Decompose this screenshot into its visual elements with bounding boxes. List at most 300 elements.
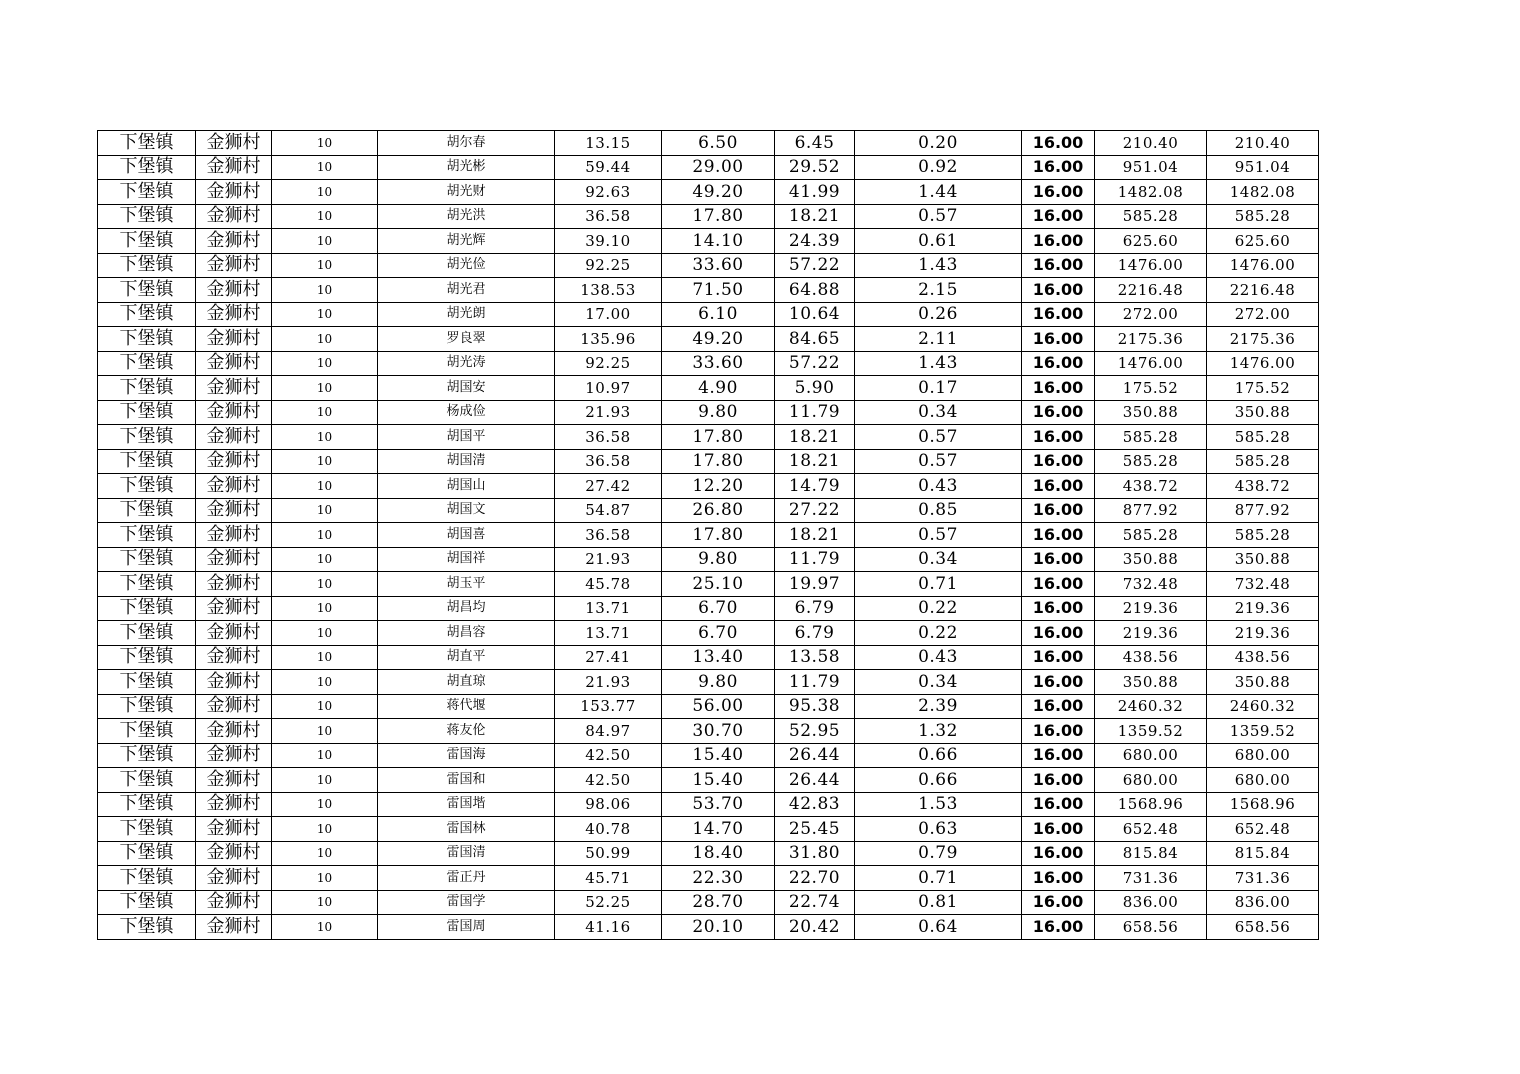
amount-paid-cell: 732.48 <box>1207 572 1319 597</box>
table-row <box>98 890 1319 915</box>
area-b-cell: 14.79 <box>775 474 855 499</box>
amount-paid-cell: 585.28 <box>1207 523 1319 548</box>
area-b-cell: 18.21 <box>775 523 855 548</box>
unit-price-cell: 16.00 <box>1022 523 1095 548</box>
area-total-cell: 135.96 <box>555 327 662 352</box>
table-row <box>98 523 1319 548</box>
area-b-cell: 18.21 <box>775 425 855 450</box>
group-cell: 10 <box>272 596 378 621</box>
amount-cell: 585.28 <box>1095 449 1207 474</box>
table-row <box>98 572 1319 597</box>
name-cell: 胡国清 <box>378 449 555 474</box>
area-a-cell: 56.00 <box>662 694 775 719</box>
unit-price-cell: 16.00 <box>1022 645 1095 670</box>
unit-price-cell: 16.00 <box>1022 253 1095 278</box>
group-cell: 10 <box>272 866 378 891</box>
area-b-cell: 52.95 <box>775 719 855 744</box>
town-cell: 下堡镇 <box>98 792 196 817</box>
unit-price-cell: 16.00 <box>1022 621 1095 646</box>
amount-paid-cell: 2460.32 <box>1207 694 1319 719</box>
unit-price-cell: 16.00 <box>1022 400 1095 425</box>
area-total-cell: 21.93 <box>555 670 662 695</box>
group-cell: 10 <box>272 890 378 915</box>
amount-cell: 350.88 <box>1095 670 1207 695</box>
village-cell: 金狮村 <box>196 523 272 548</box>
area-b-cell: 57.22 <box>775 351 855 376</box>
town-cell: 下堡镇 <box>98 596 196 621</box>
area-b-cell: 95.38 <box>775 694 855 719</box>
table-row <box>98 841 1319 866</box>
amount-paid-cell: 585.28 <box>1207 425 1319 450</box>
area-c-cell: 0.22 <box>855 621 1022 646</box>
group-cell: 10 <box>272 523 378 548</box>
village-cell: 金狮村 <box>196 498 272 523</box>
name-cell: 胡国平 <box>378 425 555 450</box>
group-cell: 10 <box>272 425 378 450</box>
area-c-cell: 0.57 <box>855 204 1022 229</box>
amount-paid-cell: 219.36 <box>1207 596 1319 621</box>
amount-cell: 680.00 <box>1095 743 1207 768</box>
area-b-cell: 22.70 <box>775 866 855 891</box>
area-total-cell: 54.87 <box>555 498 662 523</box>
area-c-cell: 0.66 <box>855 768 1022 793</box>
village-cell: 金狮村 <box>196 425 272 450</box>
area-a-cell: 15.40 <box>662 768 775 793</box>
name-cell: 胡直平 <box>378 645 555 670</box>
table-row <box>98 670 1319 695</box>
village-cell: 金狮村 <box>196 278 272 303</box>
area-c-cell: 1.32 <box>855 719 1022 744</box>
area-b-cell: 42.83 <box>775 792 855 817</box>
amount-cell: 836.00 <box>1095 890 1207 915</box>
area-c-cell: 0.34 <box>855 547 1022 572</box>
unit-price-cell: 16.00 <box>1022 694 1095 719</box>
area-total-cell: 36.58 <box>555 523 662 548</box>
amount-cell: 2460.32 <box>1095 694 1207 719</box>
amount-paid-cell: 815.84 <box>1207 841 1319 866</box>
area-c-cell: 0.79 <box>855 841 1022 866</box>
area-total-cell: 21.93 <box>555 547 662 572</box>
group-cell: 10 <box>272 327 378 352</box>
amount-paid-cell: 2175.36 <box>1207 327 1319 352</box>
amount-paid-cell: 680.00 <box>1207 743 1319 768</box>
area-total-cell: 98.06 <box>555 792 662 817</box>
area-c-cell: 0.57 <box>855 449 1022 474</box>
area-c-cell: 0.85 <box>855 498 1022 523</box>
area-a-cell: 14.70 <box>662 817 775 842</box>
village-cell: 金狮村 <box>196 866 272 891</box>
amount-paid-cell: 350.88 <box>1207 670 1319 695</box>
amount-cell: 219.36 <box>1095 596 1207 621</box>
area-c-cell: 2.15 <box>855 278 1022 303</box>
name-cell: 胡光辉 <box>378 229 555 254</box>
town-cell: 下堡镇 <box>98 719 196 744</box>
area-a-cell: 17.80 <box>662 204 775 229</box>
area-b-cell: 18.21 <box>775 449 855 474</box>
area-b-cell: 20.42 <box>775 915 855 940</box>
amount-paid-cell: 951.04 <box>1207 155 1319 180</box>
area-b-cell: 11.79 <box>775 400 855 425</box>
amount-cell: 1476.00 <box>1095 351 1207 376</box>
name-cell: 蒋友伦 <box>378 719 555 744</box>
area-c-cell: 0.20 <box>855 131 1022 156</box>
amount-cell: 210.40 <box>1095 131 1207 156</box>
amount-paid-cell: 272.00 <box>1207 302 1319 327</box>
table-row <box>98 596 1319 621</box>
unit-price-cell: 16.00 <box>1022 915 1095 940</box>
area-total-cell: 45.78 <box>555 572 662 597</box>
town-cell: 下堡镇 <box>98 768 196 793</box>
town-cell: 下堡镇 <box>98 155 196 180</box>
area-c-cell: 2.39 <box>855 694 1022 719</box>
area-total-cell: 52.25 <box>555 890 662 915</box>
area-a-cell: 12.20 <box>662 474 775 499</box>
area-b-cell: 26.44 <box>775 768 855 793</box>
amount-cell: 658.56 <box>1095 915 1207 940</box>
area-total-cell: 40.78 <box>555 817 662 842</box>
table-row <box>98 719 1319 744</box>
table-row <box>98 449 1319 474</box>
area-a-cell: 25.10 <box>662 572 775 597</box>
area-total-cell: 21.93 <box>555 400 662 425</box>
area-b-cell: 26.44 <box>775 743 855 768</box>
town-cell: 下堡镇 <box>98 743 196 768</box>
group-cell: 10 <box>272 351 378 376</box>
area-c-cell: 0.26 <box>855 302 1022 327</box>
group-cell: 10 <box>272 155 378 180</box>
amount-paid-cell: 625.60 <box>1207 229 1319 254</box>
village-cell: 金狮村 <box>196 719 272 744</box>
name-cell: 胡国文 <box>378 498 555 523</box>
area-c-cell: 0.34 <box>855 670 1022 695</box>
area-a-cell: 9.80 <box>662 547 775 572</box>
amount-paid-cell: 652.48 <box>1207 817 1319 842</box>
amount-paid-cell: 1359.52 <box>1207 719 1319 744</box>
name-cell: 罗良翠 <box>378 327 555 352</box>
unit-price-cell: 16.00 <box>1022 498 1095 523</box>
town-cell: 下堡镇 <box>98 694 196 719</box>
village-cell: 金狮村 <box>196 474 272 499</box>
village-cell: 金狮村 <box>196 327 272 352</box>
amount-cell: 1359.52 <box>1095 719 1207 744</box>
area-b-cell: 5.90 <box>775 376 855 401</box>
amount-cell: 2216.48 <box>1095 278 1207 303</box>
name-cell: 胡尔春 <box>378 131 555 156</box>
amount-cell: 350.88 <box>1095 547 1207 572</box>
area-a-cell: 13.40 <box>662 645 775 670</box>
village-cell: 金狮村 <box>196 694 272 719</box>
area-total-cell: 13.71 <box>555 621 662 646</box>
area-b-cell: 18.21 <box>775 204 855 229</box>
group-cell: 10 <box>272 278 378 303</box>
village-cell: 金狮村 <box>196 180 272 205</box>
area-total-cell: 27.42 <box>555 474 662 499</box>
amount-paid-cell: 585.28 <box>1207 204 1319 229</box>
village-cell: 金狮村 <box>196 596 272 621</box>
unit-price-cell: 16.00 <box>1022 792 1095 817</box>
town-cell: 下堡镇 <box>98 376 196 401</box>
area-a-cell: 17.80 <box>662 523 775 548</box>
area-c-cell: 0.64 <box>855 915 1022 940</box>
table-body <box>98 131 1319 940</box>
table-row <box>98 498 1319 523</box>
group-cell: 10 <box>272 131 378 156</box>
area-c-cell: 0.71 <box>855 866 1022 891</box>
table-row <box>98 327 1319 352</box>
area-c-cell: 0.63 <box>855 817 1022 842</box>
town-cell: 下堡镇 <box>98 645 196 670</box>
group-cell: 10 <box>272 204 378 229</box>
area-a-cell: 49.20 <box>662 327 775 352</box>
amount-cell: 350.88 <box>1095 400 1207 425</box>
name-cell: 胡光彬 <box>378 155 555 180</box>
area-b-cell: 22.74 <box>775 890 855 915</box>
amount-cell: 951.04 <box>1095 155 1207 180</box>
area-total-cell: 27.41 <box>555 645 662 670</box>
table-row <box>98 229 1319 254</box>
area-total-cell: 92.25 <box>555 253 662 278</box>
area-b-cell: 6.79 <box>775 596 855 621</box>
name-cell: 雷国林 <box>378 817 555 842</box>
amount-cell: 1482.08 <box>1095 180 1207 205</box>
group-cell: 10 <box>272 400 378 425</box>
amount-cell: 175.52 <box>1095 376 1207 401</box>
name-cell: 胡国祥 <box>378 547 555 572</box>
amount-cell: 732.48 <box>1095 572 1207 597</box>
table-row <box>98 351 1319 376</box>
area-c-cell: 0.17 <box>855 376 1022 401</box>
amount-cell: 585.28 <box>1095 204 1207 229</box>
amount-cell: 731.36 <box>1095 866 1207 891</box>
area-b-cell: 41.99 <box>775 180 855 205</box>
group-cell: 10 <box>272 302 378 327</box>
village-cell: 金狮村 <box>196 351 272 376</box>
area-total-cell: 84.97 <box>555 719 662 744</box>
group-cell: 10 <box>272 547 378 572</box>
area-b-cell: 57.22 <box>775 253 855 278</box>
name-cell: 杨成俭 <box>378 400 555 425</box>
name-cell: 胡光朗 <box>378 302 555 327</box>
town-cell: 下堡镇 <box>98 670 196 695</box>
group-cell: 10 <box>272 792 378 817</box>
amount-cell: 877.92 <box>1095 498 1207 523</box>
unit-price-cell: 16.00 <box>1022 180 1095 205</box>
amount-cell: 219.36 <box>1095 621 1207 646</box>
amount-cell: 625.60 <box>1095 229 1207 254</box>
area-a-cell: 14.10 <box>662 229 775 254</box>
table-row <box>98 204 1319 229</box>
group-cell: 10 <box>272 768 378 793</box>
unit-price-cell: 16.00 <box>1022 719 1095 744</box>
table-row <box>98 866 1319 891</box>
amount-cell: 2175.36 <box>1095 327 1207 352</box>
unit-price-cell: 16.00 <box>1022 327 1095 352</box>
area-a-cell: 17.80 <box>662 449 775 474</box>
area-a-cell: 33.60 <box>662 351 775 376</box>
village-cell: 金狮村 <box>196 915 272 940</box>
group-cell: 10 <box>272 719 378 744</box>
amount-paid-cell: 1482.08 <box>1207 180 1319 205</box>
unit-price-cell: 16.00 <box>1022 547 1095 572</box>
area-a-cell: 6.50 <box>662 131 775 156</box>
town-cell: 下堡镇 <box>98 890 196 915</box>
unit-price-cell: 16.00 <box>1022 866 1095 891</box>
unit-price-cell: 16.00 <box>1022 351 1095 376</box>
table-row <box>98 474 1319 499</box>
group-cell: 10 <box>272 817 378 842</box>
area-a-cell: 28.70 <box>662 890 775 915</box>
amount-paid-cell: 731.36 <box>1207 866 1319 891</box>
name-cell: 雷国周 <box>378 915 555 940</box>
area-total-cell: 45.71 <box>555 866 662 891</box>
area-c-cell: 2.11 <box>855 327 1022 352</box>
area-total-cell: 92.25 <box>555 351 662 376</box>
town-cell: 下堡镇 <box>98 841 196 866</box>
table-row <box>98 792 1319 817</box>
table-row <box>98 302 1319 327</box>
area-a-cell: 49.20 <box>662 180 775 205</box>
name-cell: 胡国喜 <box>378 523 555 548</box>
area-c-cell: 0.43 <box>855 645 1022 670</box>
table-row <box>98 768 1319 793</box>
village-cell: 金狮村 <box>196 743 272 768</box>
group-cell: 10 <box>272 670 378 695</box>
area-a-cell: 33.60 <box>662 253 775 278</box>
area-c-cell: 1.44 <box>855 180 1022 205</box>
area-total-cell: 42.50 <box>555 743 662 768</box>
group-cell: 10 <box>272 572 378 597</box>
group-cell: 10 <box>272 645 378 670</box>
area-a-cell: 71.50 <box>662 278 775 303</box>
group-cell: 10 <box>272 376 378 401</box>
unit-price-cell: 16.00 <box>1022 768 1095 793</box>
town-cell: 下堡镇 <box>98 866 196 891</box>
village-cell: 金狮村 <box>196 670 272 695</box>
name-cell: 雷国堦 <box>378 792 555 817</box>
area-c-cell: 1.43 <box>855 351 1022 376</box>
amount-cell: 1568.96 <box>1095 792 1207 817</box>
amount-cell: 585.28 <box>1095 523 1207 548</box>
area-total-cell: 41.16 <box>555 915 662 940</box>
area-b-cell: 10.64 <box>775 302 855 327</box>
area-total-cell: 153.77 <box>555 694 662 719</box>
village-cell: 金狮村 <box>196 131 272 156</box>
unit-price-cell: 16.00 <box>1022 572 1095 597</box>
area-c-cell: 0.61 <box>855 229 1022 254</box>
table-row <box>98 425 1319 450</box>
table-row <box>98 645 1319 670</box>
amount-cell: 652.48 <box>1095 817 1207 842</box>
town-cell: 下堡镇 <box>98 572 196 597</box>
table-row <box>98 621 1319 646</box>
amount-paid-cell: 2216.48 <box>1207 278 1319 303</box>
unit-price-cell: 16.00 <box>1022 670 1095 695</box>
area-a-cell: 26.80 <box>662 498 775 523</box>
town-cell: 下堡镇 <box>98 253 196 278</box>
area-b-cell: 24.39 <box>775 229 855 254</box>
data-table <box>97 130 1319 940</box>
village-cell: 金狮村 <box>196 376 272 401</box>
unit-price-cell: 16.00 <box>1022 302 1095 327</box>
table-row <box>98 743 1319 768</box>
amount-cell: 438.56 <box>1095 645 1207 670</box>
unit-price-cell: 16.00 <box>1022 841 1095 866</box>
town-cell: 下堡镇 <box>98 915 196 940</box>
name-cell: 雷国和 <box>378 768 555 793</box>
town-cell: 下堡镇 <box>98 204 196 229</box>
area-total-cell: 10.97 <box>555 376 662 401</box>
town-cell: 下堡镇 <box>98 621 196 646</box>
town-cell: 下堡镇 <box>98 474 196 499</box>
group-cell: 10 <box>272 229 378 254</box>
amount-paid-cell: 438.72 <box>1207 474 1319 499</box>
table-row <box>98 278 1319 303</box>
area-a-cell: 29.00 <box>662 155 775 180</box>
village-cell: 金狮村 <box>196 155 272 180</box>
area-a-cell: 15.40 <box>662 743 775 768</box>
name-cell: 雷国海 <box>378 743 555 768</box>
area-total-cell: 39.10 <box>555 229 662 254</box>
group-cell: 10 <box>272 474 378 499</box>
amount-paid-cell: 877.92 <box>1207 498 1319 523</box>
area-total-cell: 138.53 <box>555 278 662 303</box>
amount-paid-cell: 1568.96 <box>1207 792 1319 817</box>
area-a-cell: 9.80 <box>662 670 775 695</box>
area-b-cell: 27.22 <box>775 498 855 523</box>
amount-cell: 272.00 <box>1095 302 1207 327</box>
amount-paid-cell: 1476.00 <box>1207 351 1319 376</box>
unit-price-cell: 16.00 <box>1022 204 1095 229</box>
amount-paid-cell: 219.36 <box>1207 621 1319 646</box>
name-cell: 胡光财 <box>378 180 555 205</box>
area-c-cell: 0.71 <box>855 572 1022 597</box>
area-b-cell: 13.58 <box>775 645 855 670</box>
village-cell: 金狮村 <box>196 547 272 572</box>
table-row <box>98 817 1319 842</box>
town-cell: 下堡镇 <box>98 278 196 303</box>
amount-paid-cell: 350.88 <box>1207 547 1319 572</box>
town-cell: 下堡镇 <box>98 131 196 156</box>
amount-paid-cell: 658.56 <box>1207 915 1319 940</box>
group-cell: 10 <box>272 743 378 768</box>
area-a-cell: 18.40 <box>662 841 775 866</box>
group-cell: 10 <box>272 180 378 205</box>
amount-paid-cell: 175.52 <box>1207 376 1319 401</box>
area-b-cell: 6.79 <box>775 621 855 646</box>
amount-paid-cell: 1476.00 <box>1207 253 1319 278</box>
town-cell: 下堡镇 <box>98 180 196 205</box>
area-a-cell: 9.80 <box>662 400 775 425</box>
amount-cell: 1476.00 <box>1095 253 1207 278</box>
village-cell: 金狮村 <box>196 792 272 817</box>
area-a-cell: 17.80 <box>662 425 775 450</box>
table-row <box>98 376 1319 401</box>
area-c-cell: 0.66 <box>855 743 1022 768</box>
unit-price-cell: 16.00 <box>1022 817 1095 842</box>
town-cell: 下堡镇 <box>98 523 196 548</box>
amount-paid-cell: 680.00 <box>1207 768 1319 793</box>
area-a-cell: 53.70 <box>662 792 775 817</box>
area-total-cell: 42.50 <box>555 768 662 793</box>
name-cell: 胡玉平 <box>378 572 555 597</box>
unit-price-cell: 16.00 <box>1022 596 1095 621</box>
table-row <box>98 253 1319 278</box>
area-b-cell: 19.97 <box>775 572 855 597</box>
area-a-cell: 6.70 <box>662 621 775 646</box>
area-c-cell: 0.92 <box>855 155 1022 180</box>
table-row <box>98 547 1319 572</box>
amount-cell: 680.00 <box>1095 768 1207 793</box>
